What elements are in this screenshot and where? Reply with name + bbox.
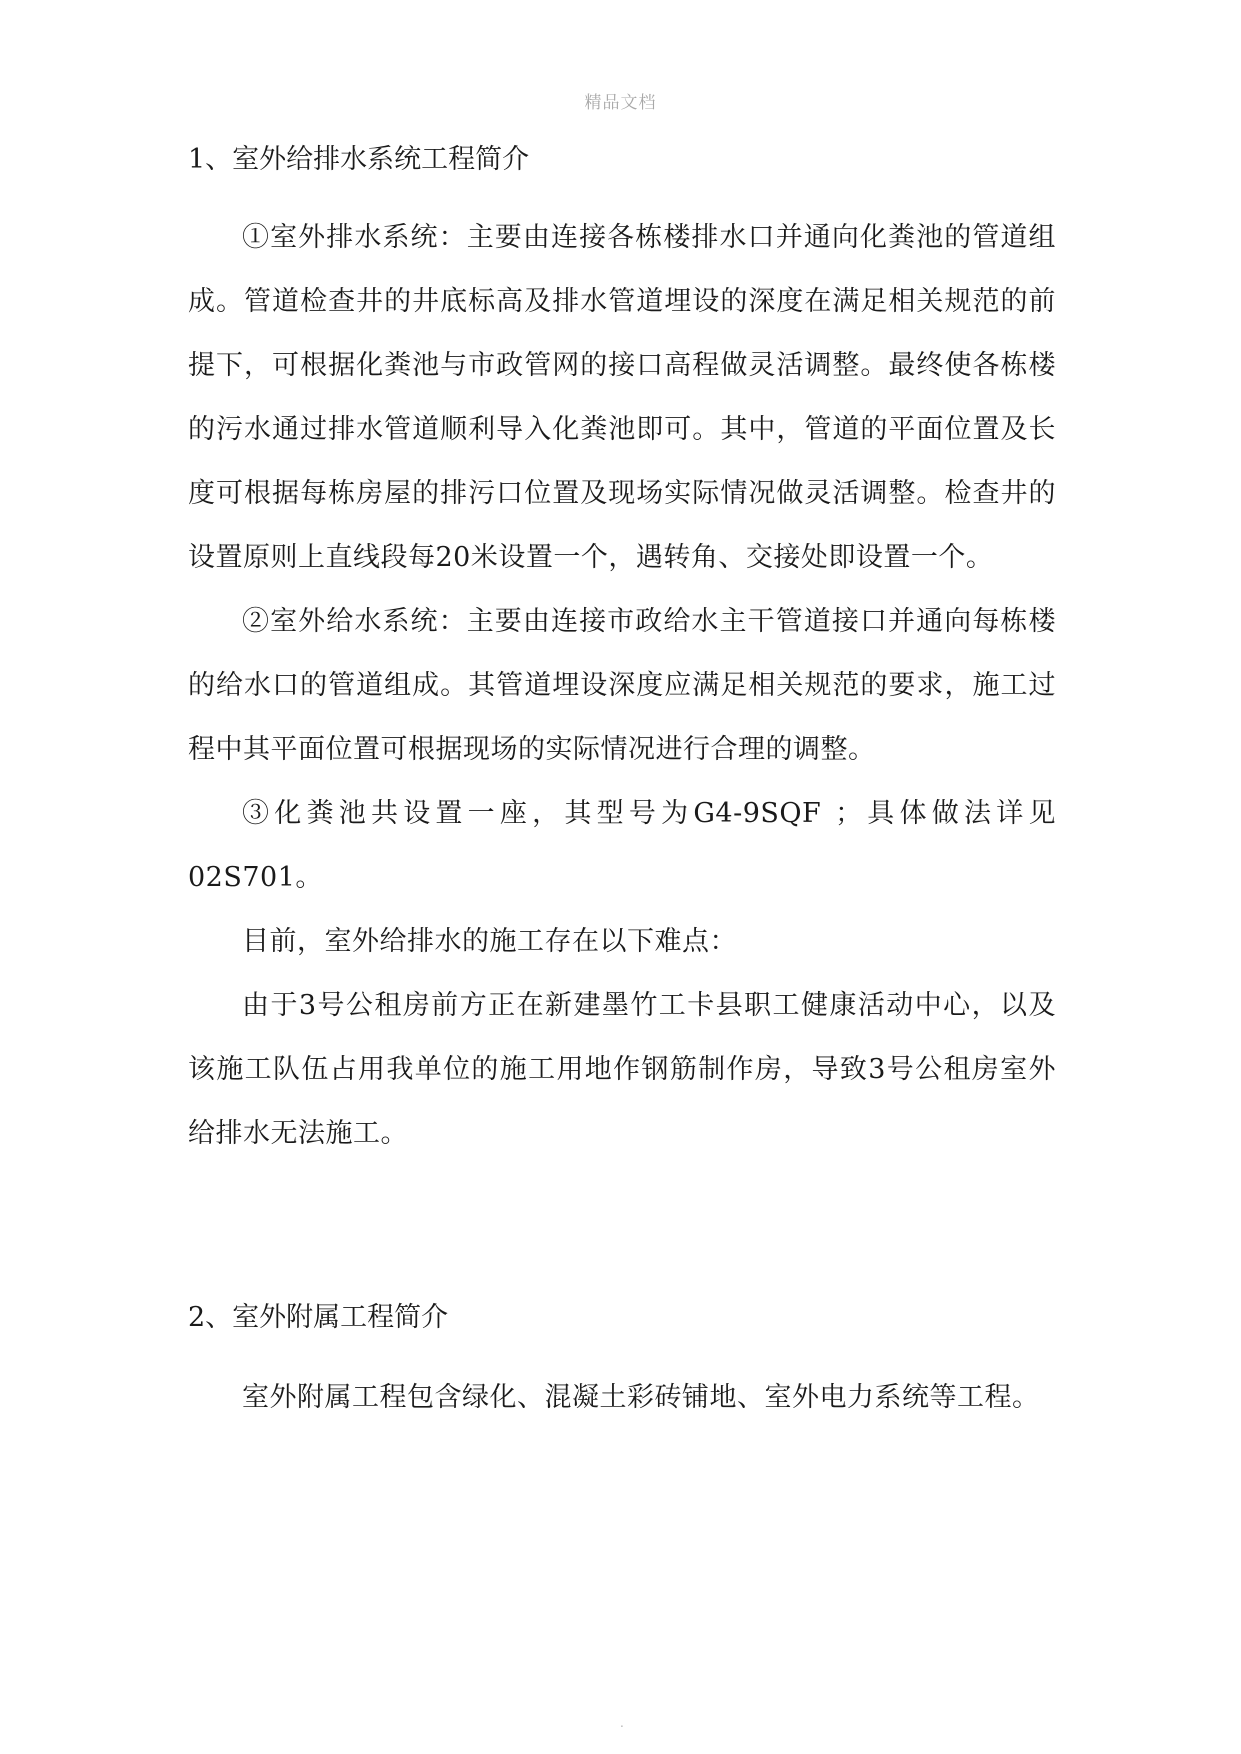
paragraph-ancillary: 室外附属工程包含绿化、混凝土彩砖铺地、室外电力系统等工程。: [242, 1382, 1040, 1413]
paragraph-drainage: ①室外排水系统：主要由连接各栋楼排水口并通向化粪池的管道组成。管道检查井的井底标高及排水管道埋设的深度在满足相关规范的前提下，可根据化粪池与市政管网的接口高程做灵活调整。最终使各栋楼的污水通过排水管道顺利导入化粪池即可。其中，管道的平面位置及长度可根据每栋房屋的排污口位置及现场实际情况做灵活调整。检查井的设置原则上直线段每20米设置一个，遇转角、交接处即设置一个。: [188, 222, 1056, 573]
paragraph-septic-tank: ③化粪池共设置一座，其型号为G4-9SQF ；具体做法详见02S701。: [188, 798, 1056, 893]
paragraph-water-supply: ②室外给水系统：主要由连接市政给水主干管道接口并通向每栋楼的给水口的管道组成。其管道埋设深度应满足相关规范的要求，施工过程中其平面位置可根据现场的实际情况进行合理的调整。: [188, 606, 1056, 765]
document-body: [188, 128, 1056, 1430]
footer-mark: .: [620, 1716, 624, 1730]
section-heading: 2、室外附属工程简介: [188, 1302, 449, 1333]
page-header: 精品文档: [584, 93, 657, 113]
paragraph-difficulties-detail: 由于3号公租房前方正在新建墨竹工卡县职工健康活动中心，以及该施工队伍占用我单位的施工用地作钢筋制作房，导致3号公租房室外给排水无法施工。: [188, 990, 1056, 1149]
section-heading: 1、室外给排水系统工程简介: [188, 144, 530, 175]
paragraph-difficulties-intro: 目前，室外给排水的施工存在以下难点：: [242, 926, 737, 957]
